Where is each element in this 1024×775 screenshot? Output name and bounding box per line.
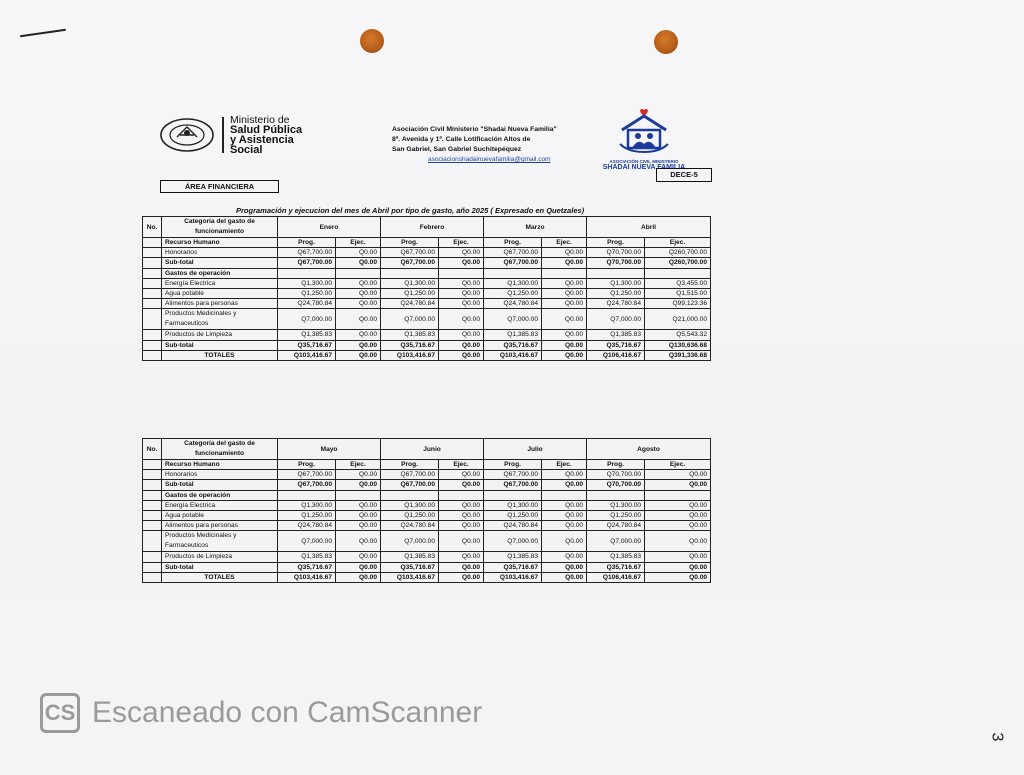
ejec-value: Q0.00 bbox=[645, 500, 711, 510]
punch-hole-left bbox=[360, 29, 384, 53]
logo-separator bbox=[222, 117, 224, 153]
ejec-value: Q0.00 bbox=[336, 500, 381, 510]
table-row bbox=[143, 309, 711, 330]
ejec-value: Q0.00 bbox=[336, 309, 381, 330]
ejec-value: Q0.00 bbox=[439, 552, 484, 562]
row-label: Agua potable bbox=[162, 288, 278, 298]
ejec-value: Q0.00 bbox=[645, 480, 711, 490]
prog-value: Q35,716.67 bbox=[381, 562, 439, 572]
prog-value: Q106,416.67 bbox=[587, 350, 645, 360]
shadai-house-logo-icon bbox=[612, 108, 676, 154]
month-header: Mayo bbox=[278, 439, 381, 460]
prog-value: Q1,385.83 bbox=[278, 552, 336, 562]
document-code: DECE-5 bbox=[656, 168, 712, 182]
prog-value: Q35,716.67 bbox=[278, 562, 336, 572]
ejec-value: Q0.00 bbox=[645, 562, 711, 572]
table-row bbox=[143, 238, 711, 248]
ejec-value: Q0.00 bbox=[542, 531, 587, 552]
prog-value: Q24,780.84 bbox=[484, 521, 542, 531]
ejec-value: Q0.00 bbox=[336, 510, 381, 520]
ejec-value: Q0.00 bbox=[542, 510, 587, 520]
org-address-2: San Gabriel, San Gabriel Suchitepéquez bbox=[392, 146, 522, 153]
ejec-value: Q0.00 bbox=[542, 330, 587, 340]
ejec-value: Q0.00 bbox=[336, 562, 381, 572]
prog-value: Q67,700.00 bbox=[484, 480, 542, 490]
prog-value: Q106,416.67 bbox=[587, 572, 645, 582]
row-label: Gastos de operación bbox=[162, 490, 278, 500]
ejec-header: Ejec. bbox=[645, 238, 711, 248]
table-row bbox=[143, 258, 711, 268]
ejec-value: Q0.00 bbox=[645, 531, 711, 552]
table-row bbox=[143, 480, 711, 490]
prog-value: Q7,000.00 bbox=[381, 531, 439, 552]
row-label: Alimentos para personas bbox=[162, 299, 278, 309]
prog-value: Q67,700.00 bbox=[484, 470, 542, 480]
table-row bbox=[143, 268, 711, 278]
prog-value: Q67,700.00 bbox=[278, 258, 336, 268]
month-header: Abril bbox=[587, 217, 711, 238]
table-row bbox=[143, 299, 711, 309]
prog-value: Q1,385.83 bbox=[381, 552, 439, 562]
no-header: No. bbox=[143, 217, 162, 238]
prog-value: Q1,300.00 bbox=[278, 278, 336, 288]
ejec-value: Q0.00 bbox=[542, 248, 587, 258]
prog-value: Q1,385.83 bbox=[484, 330, 542, 340]
prog-value: Q35,716.67 bbox=[587, 562, 645, 572]
prog-value: Q1,250.00 bbox=[381, 288, 439, 298]
prog-header: Prog. bbox=[381, 238, 439, 248]
prog-value: Q67,700.00 bbox=[278, 248, 336, 258]
ejec-value: Q0.00 bbox=[542, 562, 587, 572]
org-email[interactable]: asociacionshadainuevafamilia@gmail.com bbox=[428, 156, 551, 163]
ministry-name: Ministerio de Salud Pública y Asistencia Social bbox=[230, 114, 303, 156]
prog-value: Q1,385.83 bbox=[484, 552, 542, 562]
ejec-value: Q0.00 bbox=[336, 521, 381, 531]
ejec-value: Q0.00 bbox=[645, 470, 711, 480]
prog-value: Q103,416.67 bbox=[484, 572, 542, 582]
prog-value: Q1,300.00 bbox=[381, 500, 439, 510]
prog-header: Prog. bbox=[484, 460, 542, 470]
row-number bbox=[143, 572, 162, 582]
prog-value: Q1,300.00 bbox=[484, 278, 542, 288]
row-label: Productos Medicinales y Farmaceuticos bbox=[162, 309, 278, 330]
table-row bbox=[143, 521, 711, 531]
prog-value: Q1,300.00 bbox=[381, 278, 439, 288]
ejec-value: Q130,636.68 bbox=[645, 340, 711, 350]
ministry-logo bbox=[158, 115, 302, 155]
prog-value: Q1,250.00 bbox=[484, 288, 542, 298]
row-number bbox=[143, 552, 162, 562]
row-number bbox=[143, 521, 162, 531]
row-number bbox=[143, 470, 162, 480]
ejec-header: Ejec. bbox=[439, 460, 484, 470]
ejec-value: Q0.00 bbox=[439, 309, 484, 330]
prog-value: Q70,700.00 bbox=[587, 470, 645, 480]
ejec-header: Ejec. bbox=[542, 460, 587, 470]
row-label: Sub-total bbox=[162, 480, 278, 490]
row-number bbox=[143, 510, 162, 520]
org-address-1: 8ª. Avenida y 1ª. Calle Lotificación Altos de bbox=[392, 136, 531, 143]
ejec-value: Q0.00 bbox=[439, 562, 484, 572]
prog-value: Q103,416.67 bbox=[484, 350, 542, 360]
ejec-value: Q0.00 bbox=[336, 278, 381, 288]
ejec-value: Q0.00 bbox=[542, 299, 587, 309]
prog-value: Q35,716.67 bbox=[484, 562, 542, 572]
prog-value: Q67,700.00 bbox=[381, 248, 439, 258]
prog-value: Q24,780.84 bbox=[278, 521, 336, 531]
prog-value: Q67,700.00 bbox=[381, 258, 439, 268]
prog-value: Q1,300.00 bbox=[484, 500, 542, 510]
table-row bbox=[143, 490, 711, 500]
prog-value: Q24,780.84 bbox=[587, 299, 645, 309]
row-label: TOTALES bbox=[162, 350, 278, 360]
ejec-value: Q0.00 bbox=[336, 572, 381, 582]
prog-value: Q35,716.67 bbox=[587, 340, 645, 350]
prog-value: Q67,700.00 bbox=[381, 480, 439, 490]
row-number bbox=[143, 288, 162, 298]
month-header: Marzo bbox=[484, 217, 587, 238]
ejec-value: Q0.00 bbox=[542, 480, 587, 490]
prog-value: Q7,000.00 bbox=[484, 531, 542, 552]
ejec-value: Q0.00 bbox=[336, 258, 381, 268]
prog-header: Prog. bbox=[381, 460, 439, 470]
ejec-value: Q0.00 bbox=[542, 572, 587, 582]
row-label: Energía Electrica bbox=[162, 278, 278, 288]
table-row bbox=[143, 340, 711, 350]
ejec-value: Q21,000.00 bbox=[645, 309, 711, 330]
table-row bbox=[143, 470, 711, 480]
ejec-value: Q260,700.00 bbox=[645, 248, 711, 258]
organization-info bbox=[392, 125, 557, 165]
ejec-value: Q0.00 bbox=[439, 500, 484, 510]
prog-value: Q7,000.00 bbox=[484, 309, 542, 330]
ejec-value: Q99,123.36 bbox=[645, 299, 711, 309]
table-row bbox=[143, 278, 711, 288]
prog-value: Q24,780.84 bbox=[381, 521, 439, 531]
prog-value: Q67,700.00 bbox=[278, 480, 336, 490]
org-name: Asociación Civil Ministerio "Shadai Nueva Familia" bbox=[392, 126, 557, 133]
row-label: Energía Electrica bbox=[162, 500, 278, 510]
ejec-value: Q0.00 bbox=[439, 288, 484, 298]
ejec-value: Q0.00 bbox=[336, 248, 381, 258]
prog-value: Q70,700.00 bbox=[587, 248, 645, 258]
category-header: Categoría del gasto de funcionamiento bbox=[162, 217, 278, 238]
row-label: Sub-total bbox=[162, 258, 278, 268]
row-number bbox=[143, 278, 162, 288]
ejec-value: Q0.00 bbox=[439, 258, 484, 268]
ejec-value: Q0.00 bbox=[439, 340, 484, 350]
prog-value: Q1,250.00 bbox=[278, 288, 336, 298]
prog-header: Prog. bbox=[587, 460, 645, 470]
prog-value: Q67,700.00 bbox=[381, 470, 439, 480]
ejec-value: Q0.00 bbox=[542, 350, 587, 360]
prog-header: Prog. bbox=[484, 238, 542, 248]
ejec-value: Q0.00 bbox=[645, 510, 711, 520]
ejec-header: Ejec. bbox=[542, 238, 587, 248]
ejec-value: Q0.00 bbox=[542, 521, 587, 531]
ejec-value: Q0.00 bbox=[645, 572, 711, 582]
camscanner-watermark bbox=[40, 693, 482, 733]
month-header: Enero bbox=[278, 217, 381, 238]
row-number bbox=[143, 531, 162, 552]
ejec-value: Q0.00 bbox=[439, 470, 484, 480]
ejec-value: Q5,543.32 bbox=[645, 330, 711, 340]
ejec-value: Q3,455.00 bbox=[645, 278, 711, 288]
ejec-value: Q0.00 bbox=[645, 552, 711, 562]
ejec-header: Ejec. bbox=[439, 238, 484, 248]
ejec-value: Q0.00 bbox=[439, 480, 484, 490]
prog-value: Q1,250.00 bbox=[587, 510, 645, 520]
prog-value: Q67,700.00 bbox=[484, 258, 542, 268]
row-label: Honorarios bbox=[162, 470, 278, 480]
area-label: ÁREA FINANCIERA bbox=[160, 180, 279, 193]
guatemala-seal-icon bbox=[158, 117, 216, 153]
table-row bbox=[143, 500, 711, 510]
row-number bbox=[143, 340, 162, 350]
ejec-value: Q0.00 bbox=[542, 309, 587, 330]
ejec-value: Q0.00 bbox=[336, 470, 381, 480]
ejec-value: Q0.00 bbox=[439, 278, 484, 288]
prog-value: Q1,250.00 bbox=[278, 510, 336, 520]
row-number bbox=[143, 299, 162, 309]
table-row bbox=[143, 531, 711, 552]
watermark-text: Escaneado con CamScanner bbox=[92, 696, 483, 729]
prog-value: Q24,780.84 bbox=[587, 521, 645, 531]
prog-value: Q7,000.00 bbox=[278, 531, 336, 552]
ejec-value: Q1,515.00 bbox=[645, 288, 711, 298]
prog-value: Q7,000.00 bbox=[278, 309, 336, 330]
expense-table-jan-apr bbox=[142, 216, 711, 361]
prog-header: Prog. bbox=[278, 238, 336, 248]
ejec-value: Q0.00 bbox=[439, 521, 484, 531]
row-number bbox=[143, 248, 162, 258]
prog-value: Q35,716.67 bbox=[278, 340, 336, 350]
row-label: Sub-total bbox=[162, 562, 278, 572]
row-label: Recurso Humano bbox=[162, 460, 278, 470]
table-row bbox=[143, 248, 711, 258]
prog-value: Q24,780.84 bbox=[484, 299, 542, 309]
prog-value: Q24,780.84 bbox=[381, 299, 439, 309]
no-header: No. bbox=[143, 439, 162, 460]
ejec-value: Q0.00 bbox=[336, 330, 381, 340]
row-label: Agua potable bbox=[162, 510, 278, 520]
category-header: Categoría del gasto de funcionamiento bbox=[162, 439, 278, 460]
ejec-value: Q0.00 bbox=[336, 480, 381, 490]
camscanner-icon: CS bbox=[40, 693, 80, 733]
organization-logo: ASOCIACIÓN CIVIL MINISTERIO SHADAI NUEVA FAMILIA bbox=[594, 108, 694, 171]
table-row bbox=[143, 460, 711, 470]
prog-value: Q1,300.00 bbox=[278, 500, 336, 510]
prog-value: Q70,700.00 bbox=[587, 258, 645, 268]
row-label: Recurso Humano bbox=[162, 238, 278, 248]
table-row bbox=[143, 510, 711, 520]
prog-value: Q35,716.67 bbox=[381, 340, 439, 350]
row-number bbox=[143, 350, 162, 360]
row-number bbox=[143, 330, 162, 340]
row-label: Sub-total bbox=[162, 340, 278, 350]
month-header: Febrero bbox=[381, 217, 484, 238]
prog-value: Q103,416.67 bbox=[381, 572, 439, 582]
ejec-value: Q0.00 bbox=[542, 288, 587, 298]
row-label: Productos Medicinales y Farmaceuticos bbox=[162, 531, 278, 552]
expense-table-may-aug bbox=[142, 438, 711, 583]
ejec-value: Q0.00 bbox=[336, 340, 381, 350]
prog-value: Q70,700.00 bbox=[587, 480, 645, 490]
punch-hole-right bbox=[654, 30, 678, 54]
prog-value: Q1,385.83 bbox=[587, 552, 645, 562]
prog-value: Q35,716.67 bbox=[484, 340, 542, 350]
row-number bbox=[143, 258, 162, 268]
prog-value: Q24,780.84 bbox=[278, 299, 336, 309]
table-row bbox=[143, 572, 711, 582]
prog-value: Q7,000.00 bbox=[587, 309, 645, 330]
table-row bbox=[143, 552, 711, 562]
row-label: Productos de Limpieza bbox=[162, 552, 278, 562]
ejec-value: Q0.00 bbox=[542, 552, 587, 562]
prog-value: Q103,416.67 bbox=[381, 350, 439, 360]
ejec-value: Q0.00 bbox=[439, 510, 484, 520]
row-number bbox=[143, 562, 162, 572]
prog-value: Q1,300.00 bbox=[587, 500, 645, 510]
month-header: Agosto bbox=[587, 439, 711, 460]
ejec-value: Q0.00 bbox=[542, 258, 587, 268]
ejec-value: Q0.00 bbox=[439, 330, 484, 340]
ejec-value: Q0.00 bbox=[645, 521, 711, 531]
row-label: Honorarios bbox=[162, 248, 278, 258]
table-title: Programación y ejecucion del mes de Abril por tipo de gasto, año 2025 ( Expresado en Quetzales) bbox=[236, 206, 585, 215]
prog-header: Prog. bbox=[587, 238, 645, 248]
prog-value: Q1,385.83 bbox=[587, 330, 645, 340]
table-row bbox=[143, 562, 711, 572]
ejec-value: Q0.00 bbox=[439, 531, 484, 552]
prog-value: Q1,385.83 bbox=[381, 330, 439, 340]
ejec-value: Q0.00 bbox=[542, 470, 587, 480]
table-row bbox=[143, 288, 711, 298]
ejec-header: Ejec. bbox=[645, 460, 711, 470]
ejec-value: Q0.00 bbox=[542, 500, 587, 510]
table-row bbox=[143, 330, 711, 340]
row-label: TOTALES bbox=[162, 572, 278, 582]
prog-value: Q103,416.67 bbox=[278, 350, 336, 360]
ejec-value: Q0.00 bbox=[542, 278, 587, 288]
ejec-value: Q0.00 bbox=[336, 531, 381, 552]
row-number bbox=[143, 480, 162, 490]
prog-value: Q7,000.00 bbox=[381, 309, 439, 330]
prog-value: Q103,416.67 bbox=[278, 572, 336, 582]
ejec-value: Q0.00 bbox=[336, 299, 381, 309]
prog-header: Prog. bbox=[278, 460, 336, 470]
ejec-value: Q0.00 bbox=[439, 299, 484, 309]
prog-value: Q7,000.00 bbox=[587, 531, 645, 552]
ejec-header: Ejec. bbox=[336, 238, 381, 248]
ejec-header: Ejec. bbox=[336, 460, 381, 470]
month-header: Julio bbox=[484, 439, 587, 460]
prog-value: Q67,700.00 bbox=[278, 470, 336, 480]
ejec-value: Q0.00 bbox=[439, 572, 484, 582]
ejec-value: Q0.00 bbox=[439, 248, 484, 258]
ejec-value: Q0.00 bbox=[336, 288, 381, 298]
ejec-value: Q0.00 bbox=[336, 350, 381, 360]
ejec-value: Q391,336.68 bbox=[645, 350, 711, 360]
page-number: 3 bbox=[988, 732, 1006, 742]
prog-value: Q1,250.00 bbox=[381, 510, 439, 520]
row-label: Productos de Limpieza bbox=[162, 330, 278, 340]
prog-value: Q1,250.00 bbox=[587, 288, 645, 298]
ejec-value: Q0.00 bbox=[542, 340, 587, 350]
prog-value: Q67,700.00 bbox=[484, 248, 542, 258]
prog-value: Q1,250.00 bbox=[484, 510, 542, 520]
prog-value: Q1,385.83 bbox=[278, 330, 336, 340]
ejec-value: Q0.00 bbox=[336, 552, 381, 562]
row-number bbox=[143, 500, 162, 510]
row-label: Alimentos para personas bbox=[162, 521, 278, 531]
month-header: Junio bbox=[381, 439, 484, 460]
table-row bbox=[143, 350, 711, 360]
row-number bbox=[143, 309, 162, 330]
ejec-value: Q260,700.00 bbox=[645, 258, 711, 268]
prog-value: Q1,300.00 bbox=[587, 278, 645, 288]
row-label: Gastos de operación bbox=[162, 268, 278, 278]
ejec-value: Q0.00 bbox=[439, 350, 484, 360]
